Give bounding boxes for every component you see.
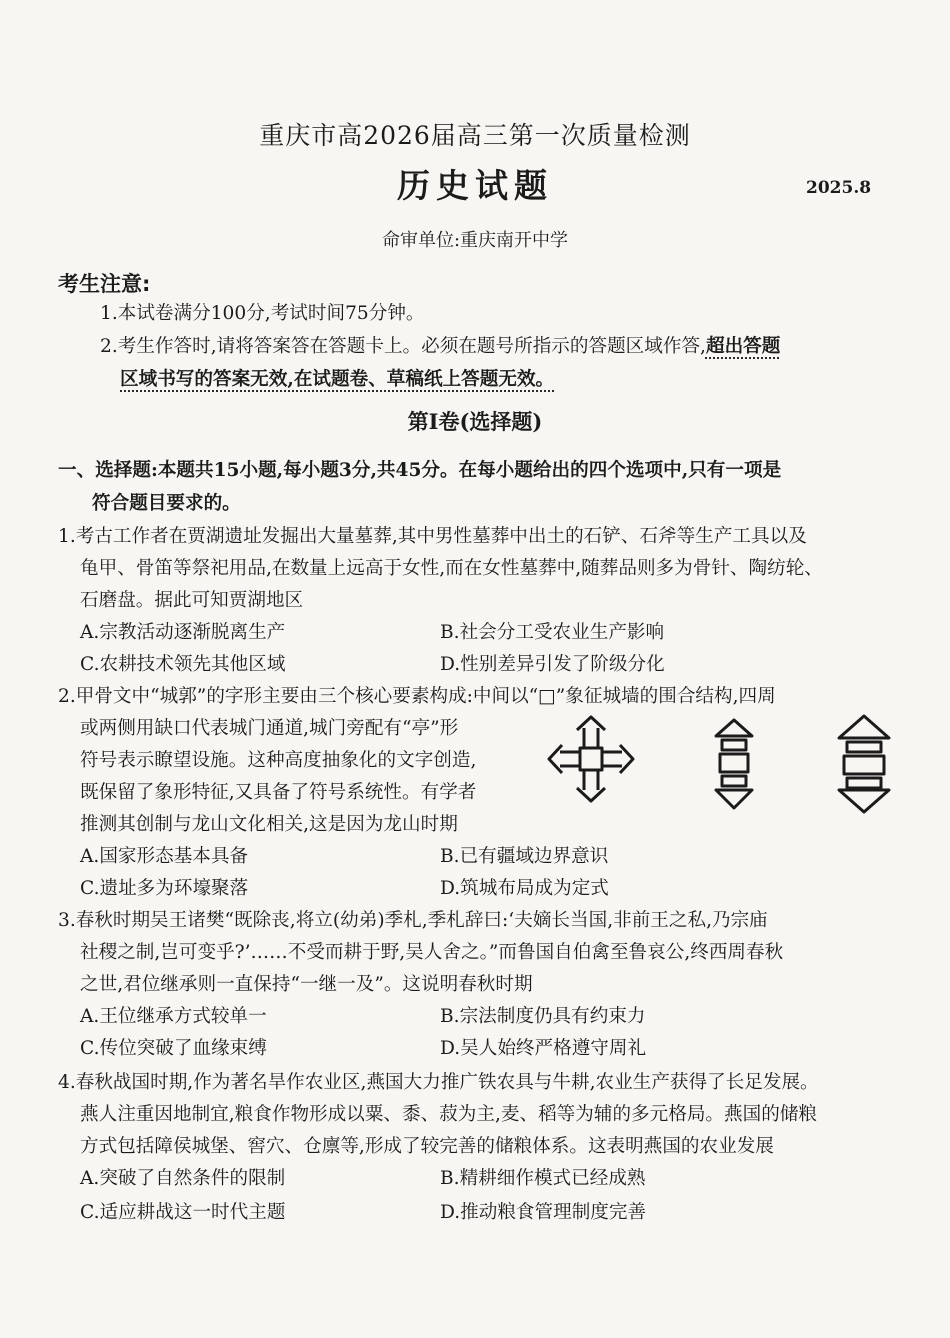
q2-option-b: B.已有疆域边界意识 (440, 846, 609, 867)
q1-option-d: D.性别差异引发了阶级分化 (440, 654, 665, 675)
section-title: 第Ⅰ卷(选择题) (407, 409, 543, 434)
q3-stem-line: 3.春秋时期吴王诸樊“既除丧,将立(幼弟)季札,季札辞曰:‘夫嫡长当国,非前王之私,乃宗庙 (58, 910, 768, 931)
q3-option-a: A.王位继承方式较单一 (80, 1006, 267, 1027)
q3-option-d: D.吴人始终严格遵守周礼 (440, 1038, 647, 1059)
q3-stem-line: 社稷之制,岂可变乎?’……不受而耕于野,吴人舍之。”而鲁国自伯禽至鲁哀公,终西周春秋 (80, 942, 784, 963)
subject-title: 历史试题 (397, 166, 553, 205)
q4-option-c: C.适应耕战这一时代主题 (80, 1202, 286, 1223)
q3-option-c: C.传位突破了血缘束缚 (80, 1038, 267, 1059)
q4-stem-line: 4.春秋战国时期,作为著名旱作农业区,燕国大力推广铁农具与牛耕,农业生产获得了长足发展。 (58, 1072, 819, 1093)
q2-stem-line: 既保留了象形特征,又具备了符号系统性。有学者 (80, 782, 477, 803)
q1-stem-line: 1.考古工作者在贾湖遗址发掘出大量墓葬,其中男性墓葬中出土的石铲、石斧等生产工具以及 (58, 526, 807, 547)
glyph-two-gates-a (716, 720, 752, 808)
q2-stem-line: 或两侧用缺口代表城门通道,城门旁配有“亭”形 (80, 718, 459, 739)
q4-option-d: D.推动粮食管理制度完善 (440, 1202, 647, 1223)
section-instruction-line-2: 符合题目要求的。 (92, 493, 241, 514)
notice-item-2-emphasis-a: 超出答题 (705, 336, 781, 357)
q2-stem-line: 2.甲骨文中“城郭”的字形主要由三个核心要素构成:中间以“□”象征城墙的围合结构,四周 (58, 686, 776, 707)
issuer-line: 命审单位:重庆南开中学 (381, 230, 569, 251)
notice-item-1: 1.本试卷满分100分,考试时间75分钟。 (100, 303, 425, 324)
glyph-four-gates (549, 717, 633, 801)
notice-heading: 考生注意: (58, 272, 151, 296)
q1-option-a: A.宗教活动逐渐脱离生产 (80, 622, 286, 643)
q3-stem-line: 之世,君位继承则一直保持“一继一及”。这说明春秋时期 (80, 974, 533, 995)
q2-option-a: A.国家形态基本具备 (80, 846, 249, 867)
q2-option-c: C.遗址多为环壕聚落 (80, 878, 249, 899)
q1-stem-line: 石磨盘。据此可知贾湖地区 (80, 590, 304, 611)
q2-stem-line: 推测其创制与龙山文化相关,这是因为龙山时期 (80, 814, 458, 835)
notice-item-2-text: 2.考生作答时,请将答案答在答题卡上。必须在题号所指示的答题区域作答, (100, 336, 706, 357)
q2-option-d: D.筑城布局成为定式 (440, 878, 609, 899)
q4-option-a: A.突破了自然条件的限制 (80, 1168, 286, 1189)
glyph-two-gates-b (839, 716, 889, 812)
notice-item-2 (100, 332, 780, 358)
q4-option-b: B.精耕细作模式已经成熟 (440, 1168, 646, 1189)
q1-option-c: C.农耕技术领先其他区域 (80, 654, 286, 675)
q4-stem-line: 燕人注重因地制宜,粮食作物形成以粟、黍、菽为主,麦、稻等为辅的多元格局。燕国的储粮 (80, 1104, 817, 1125)
q2-stem-line: 符号表示瞭望设施。这种高度抽象化的文字创造, (80, 750, 477, 771)
oracle-bone-glyph-figure (544, 714, 894, 814)
q3-option-b: B.宗法制度仍具有约束力 (440, 1006, 646, 1027)
exam-series-title: 重庆市高2026届高三第一次质量检测 (259, 121, 691, 150)
q1-stem-line: 龟甲、骨笛等祭祀用品,在数量上远高于女性,而在女性墓葬中,随葬品则多为骨针、陶纺轮、 (80, 558, 823, 579)
q4-stem-line: 方式包括障侯城堡、窖穴、仓廪等,形成了较完善的储粮体系。这表明燕国的农业发展 (80, 1136, 774, 1157)
q1-option-b: B.社会分工受农业生产影响 (440, 622, 665, 643)
exam-date: 2025.8 (806, 178, 872, 198)
notice-item-2-emphasis-b: 区域书写的答案无效,在试题卷、草稿纸上答题无效。 (120, 369, 555, 390)
section-instruction-line-1: 一、选择题:本题共15小题,每小题3分,共45分。在每小题给出的四个选项中,只有一项是 (58, 460, 782, 481)
